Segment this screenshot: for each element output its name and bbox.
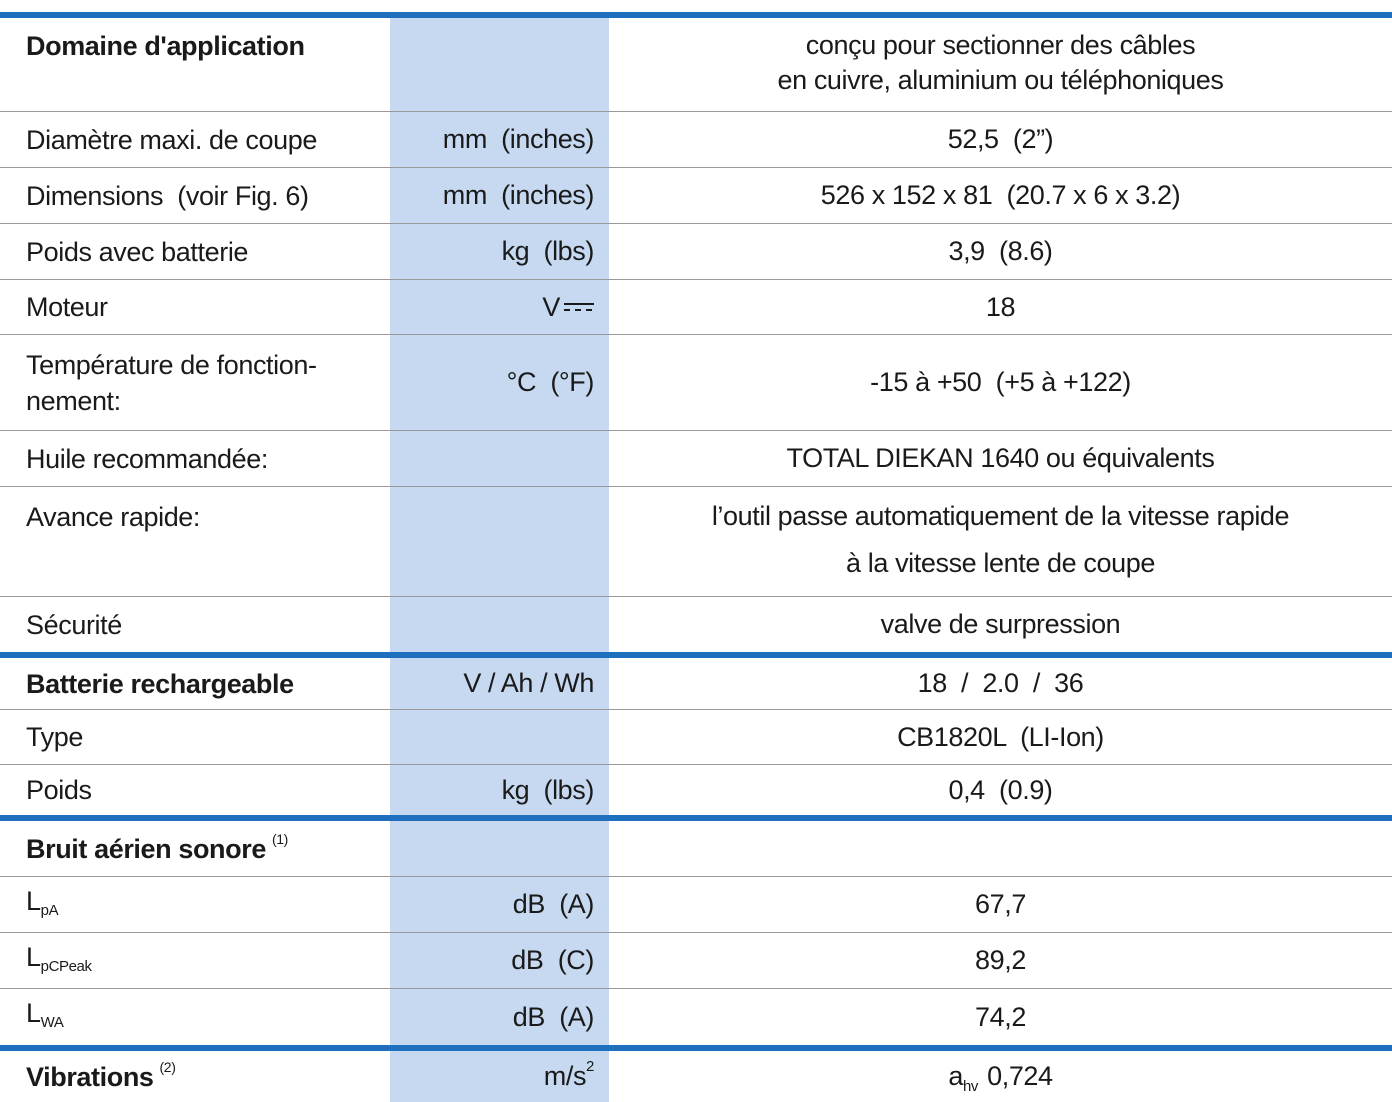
spec-label: Diamètre maxi. de coupe <box>26 124 317 155</box>
spec-label <box>26 877 386 932</box>
section-rule-top <box>0 12 1392 18</box>
spec-label: Poids <box>26 775 92 805</box>
spec-row-lwa <box>0 989 1392 1045</box>
spec-value <box>609 821 1392 876</box>
spec-label <box>26 933 386 988</box>
spec-value-line: à la vitesse lente de coupe <box>846 548 1155 578</box>
spec-unit: kg (lbs) <box>501 774 594 805</box>
spec-unit-text: V <box>542 291 560 322</box>
spec-row-max-cut-diameter <box>0 112 1392 168</box>
spec-value: -15 à +50 (+5 à +122) <box>870 367 1131 397</box>
spec-label: Moteur <box>26 292 108 322</box>
spec-label <box>26 335 386 430</box>
spec-label: Batterie rechargeable <box>26 668 294 699</box>
spec-label-symbol: L <box>26 942 41 972</box>
spec-unit-superscript: 2 <box>586 1058 594 1075</box>
spec-label-symbol: L <box>26 998 41 1028</box>
spec-row-airborne-noise <box>0 821 1392 877</box>
spec-unit <box>390 487 594 596</box>
spec-label-subscript: pA <box>40 902 59 919</box>
spec-row-application <box>0 18 1392 112</box>
spec-unit: kg (lbs) <box>501 236 594 266</box>
spec-value <box>609 1051 1392 1102</box>
spec-unit-text: m/s <box>543 1061 587 1091</box>
spec-value <box>609 487 1392 596</box>
spec-value: valve de surpression <box>880 609 1121 639</box>
spec-value: 52,5 (2”) <box>947 124 1054 154</box>
spec-unit: dB (A) <box>512 1001 594 1032</box>
spec-value: 74,2 <box>975 1001 1026 1032</box>
spec-unit <box>390 597 594 652</box>
spec-unit <box>390 1051 594 1102</box>
spec-label-symbol: L <box>26 886 41 916</box>
spec-row-rapid-advance <box>0 487 1392 597</box>
spec-value-number: 0,724 <box>980 1061 1053 1091</box>
spec-label-subscript: pCPeak <box>40 958 92 975</box>
spec-label-line: nement: <box>26 385 121 416</box>
spec-row-lpcpeak <box>0 933 1392 989</box>
spec-label: Poids avec batterie <box>26 236 249 267</box>
spec-row-lpa <box>0 877 1392 933</box>
spec-value: 18 <box>985 291 1016 322</box>
spec-value: 89,2 <box>975 945 1026 975</box>
spec-value-line: l’outil passe automatiquement de la vitesse rapide <box>711 501 1290 531</box>
spec-value-subscript: hv <box>962 1078 978 1095</box>
spec-row-operating-temperature <box>0 335 1392 431</box>
spec-unit: mm (inches) <box>442 180 594 210</box>
spec-unit <box>390 18 594 111</box>
section-rule-noise <box>0 815 1392 821</box>
section-rule-battery <box>0 652 1392 658</box>
section-rule-vibrations <box>0 1045 1392 1051</box>
footnote-marker: (2) <box>159 1058 176 1075</box>
spec-value: 67,7 <box>975 889 1026 919</box>
spec-label <box>26 989 386 1045</box>
spec-unit <box>390 280 594 334</box>
spec-value-line: en cuivre, aluminium ou téléphoniques <box>777 65 1224 95</box>
footnote-marker: (1) <box>271 830 288 847</box>
spec-row-recommended-oil <box>0 431 1392 487</box>
spec-label-text: Bruit aérien sonore <box>26 833 266 864</box>
direct-current-icon <box>564 300 594 314</box>
spec-unit <box>390 431 594 486</box>
spec-value: TOTAL DIEKAN 1640 ou équivalents <box>786 443 1215 473</box>
spec-row-dimensions <box>0 168 1392 224</box>
spec-label: Huile recommandée: <box>26 443 268 474</box>
spec-label: Dimensions (voir Fig. 6) <box>26 180 309 211</box>
spec-value: 3,9 (8.6) <box>948 236 1053 266</box>
spec-label-text: Vibrations <box>26 1061 154 1092</box>
spec-label <box>26 1051 386 1102</box>
spec-unit: °C (°F) <box>506 367 594 397</box>
spec-label <box>26 821 386 876</box>
spec-value-symbol: a <box>948 1061 963 1091</box>
spec-value: 526 x 152 x 81 (20.7 x 6 x 3.2) <box>820 180 1181 210</box>
spec-row-vibrations <box>0 1051 1392 1102</box>
spec-row-battery-type <box>0 710 1392 765</box>
spec-unit: V / Ah / Wh <box>463 668 594 698</box>
spec-label: Type <box>26 722 83 752</box>
spec-row-motor <box>0 280 1392 335</box>
spec-unit <box>390 821 594 876</box>
spec-label-subscript: WA <box>40 1014 64 1031</box>
spec-unit: dB (C) <box>511 945 594 975</box>
spec-row-safety <box>0 597 1392 652</box>
spec-row-battery <box>0 658 1392 710</box>
spec-value <box>609 18 1392 111</box>
spec-row-battery-weight <box>0 765 1392 815</box>
spec-value: CB1820L (LI-Ion) <box>897 721 1104 752</box>
spec-unit <box>390 710 594 764</box>
spec-value-line: conçu pour sectionner des câbles <box>805 30 1196 60</box>
spec-label: Sécurité <box>26 609 122 640</box>
spec-unit: mm (inches) <box>442 124 594 154</box>
spec-label: Domaine d'application <box>26 31 305 61</box>
spec-unit: dB (A) <box>512 889 594 919</box>
spec-label: Avance rapide: <box>26 502 201 532</box>
spec-row-weight-with-battery <box>0 224 1392 280</box>
spec-value: 0,4 (0.9) <box>948 774 1053 805</box>
spec-label-line: Température de fonction- <box>26 349 317 380</box>
spec-value: 18 / 2.0 / 36 <box>917 668 1084 698</box>
